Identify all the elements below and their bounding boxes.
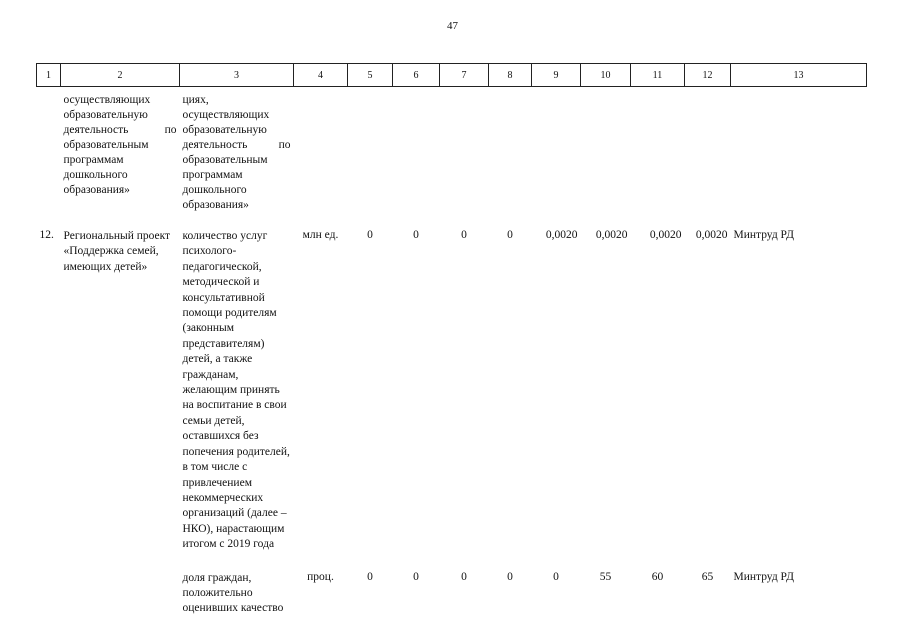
value-cell: 60 (651, 570, 664, 583)
unit: млн ед. (302, 229, 339, 241)
value-cell: 0,0020 (695, 229, 728, 241)
value-cell: 0,0020 (649, 229, 682, 241)
column-header: 12 (685, 64, 731, 87)
value-cell (348, 87, 393, 230)
column-header: 5 (348, 64, 393, 87)
value-cell: 0 (367, 229, 373, 241)
value-cell: 0 (461, 229, 467, 241)
value-cell (393, 87, 440, 230)
unit (294, 87, 348, 230)
column-number-header (37, 64, 867, 87)
value-cell: 0 (461, 570, 467, 583)
value-cell: 0 (553, 570, 559, 583)
table-row (37, 571, 867, 617)
value-cell (581, 87, 631, 230)
indicators-table (36, 63, 867, 617)
column-header: 1 (37, 64, 61, 87)
value-cell: 0,0020 (595, 229, 628, 241)
responsible: Минтруд РД (733, 229, 794, 241)
indicator-name: доля граждан, положительно оценивших качество (182, 571, 284, 615)
unit: проц. (307, 570, 334, 583)
project-name: осуществляющих образовательную деятельность по образовательным программам дошкольного образования» (63, 94, 177, 196)
value-cell: 65 (701, 570, 714, 583)
column-header: 10 (581, 64, 631, 87)
responsible: Минтруд РД (733, 570, 794, 583)
row-number (37, 571, 61, 617)
table-row (37, 229, 867, 571)
row-number: 12. (39, 229, 54, 241)
value-cell: 0 (507, 570, 513, 583)
indicator-name: количество услуг психолого-педагогической, методической и консультативной помощи родителям (законным представителям) детей, а также гражданам, желающим принять на воспитание в свои семьи детей, оставшихся без попечения родителей, в том числе с привлечением некоммерческих организаций (далее – НКО), нарастающим итогом с 2019 года (182, 230, 290, 551)
value-cell: 0 (507, 229, 513, 241)
column-header: 7 (440, 64, 489, 87)
page-number: 47 (447, 20, 458, 32)
table-row (37, 87, 867, 230)
project-name (61, 571, 180, 617)
value-cell (631, 87, 685, 230)
responsible (731, 87, 867, 230)
project-name: Региональный проект «Поддержка семей, имеющих детей» (63, 230, 171, 273)
indicator-name: циях, осуществляющих образовательную деятельность по образовательным программам дошкольного образования» (182, 94, 291, 211)
value-cell (685, 87, 731, 230)
row-number (37, 87, 61, 230)
column-header: 3 (180, 64, 294, 87)
column-header: 11 (631, 64, 685, 87)
column-header: 2 (61, 64, 180, 87)
value-cell (440, 87, 489, 230)
column-header: 9 (532, 64, 581, 87)
column-header: 6 (393, 64, 440, 87)
value-cell: 0 (367, 570, 373, 583)
column-header: 4 (294, 64, 348, 87)
value-cell: 0,0020 (545, 229, 578, 241)
value-cell: 0 (413, 229, 419, 241)
value-cell (532, 87, 581, 230)
value-cell: 0 (413, 570, 419, 583)
column-header: 8 (489, 64, 532, 87)
column-header: 13 (731, 64, 867, 87)
value-cell (489, 87, 532, 230)
value-cell: 55 (599, 570, 612, 583)
